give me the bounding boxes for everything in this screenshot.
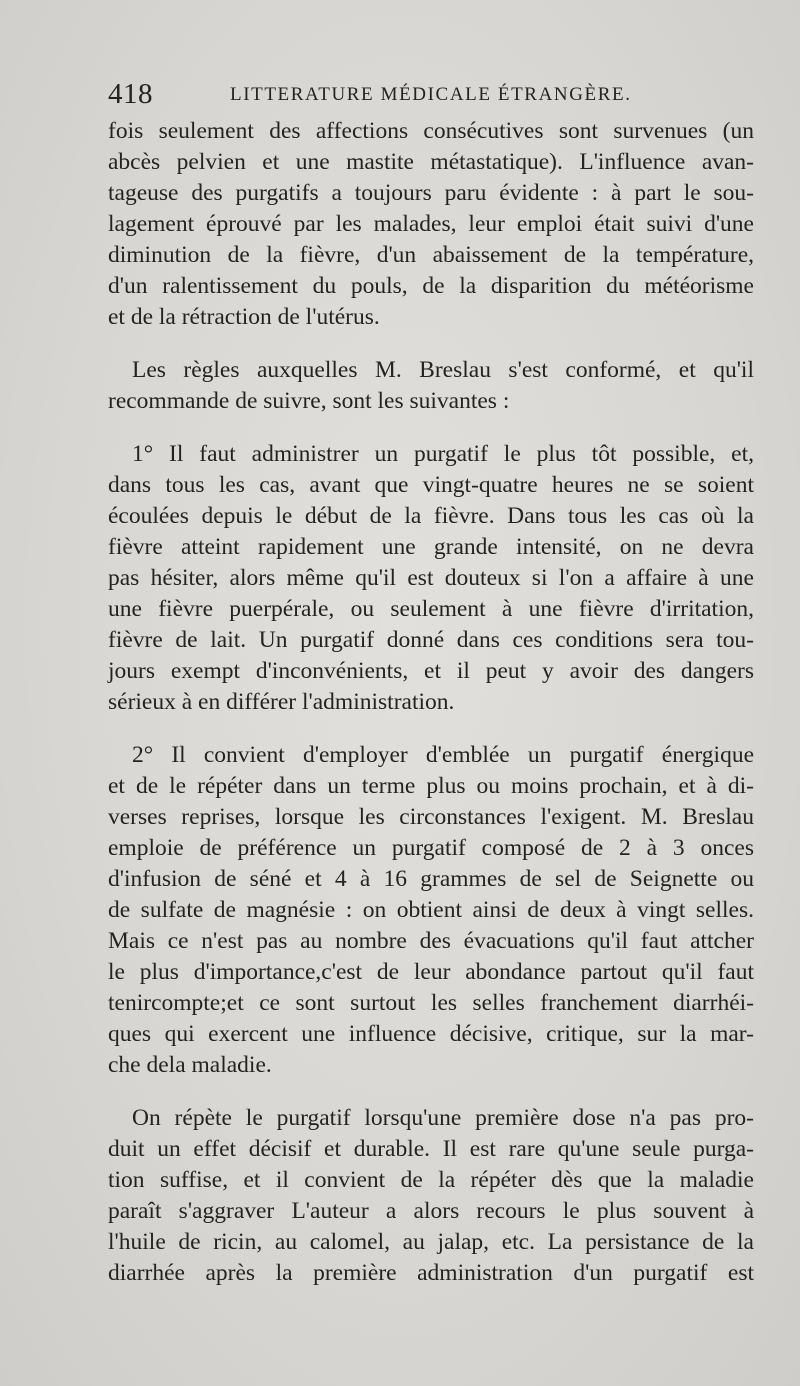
text-line: lagement éprouvé par les malades, leur emploi était suivi d'une bbox=[108, 211, 754, 237]
text-line: et de la rétraction de l'utérus. bbox=[108, 304, 380, 330]
text-line: d'infusion de séné et 4 à 16 grammes de sel de Seignette ou bbox=[108, 866, 754, 892]
paragraph-3 bbox=[108, 439, 754, 718]
text-line: diminution de la fièvre, d'un abaissement de la température, bbox=[108, 242, 754, 268]
text-line: tageuse des purgatifs a toujours paru évidente : à part le sou- bbox=[108, 180, 754, 206]
text-line: ques qui exercent une influence décisive, critique, sur la mar- bbox=[108, 1021, 754, 1047]
text-line: emploie de préférence un purgatif composé de 2 à 3 onces bbox=[108, 835, 754, 861]
running-title: LITTERATURE MÉDICALE ÉTRANGÈRE. bbox=[230, 84, 632, 105]
paragraph-1 bbox=[108, 116, 754, 333]
text-line: verses reprises, lorsque les circonstances l'exigent. M. Breslau bbox=[108, 804, 754, 830]
text-line: fois seulement des affections consécutives sont survenues (un bbox=[108, 118, 754, 144]
text-line: recommande de suivre, sont les suivantes : bbox=[108, 388, 510, 414]
text-line: une fièvre puerpérale, ou seulement à une fièvre d'irritation, bbox=[108, 596, 754, 622]
text-line: 1° Il faut administrer un purgatif le plus tôt possible, et, bbox=[132, 441, 754, 467]
paragraph-4 bbox=[108, 740, 754, 1081]
text-line: paraît s'aggraver L'auteur a alors recours le plus souvent à bbox=[108, 1198, 754, 1224]
text-line: duit un effet décisif et durable. Il est rare qu'une seule purga- bbox=[108, 1136, 754, 1162]
text-line: fièvre atteint rapidement une grande intensité, on ne devra bbox=[108, 534, 754, 560]
text-line: 2° Il convient d'employer d'emblée un purgatif énergique bbox=[132, 742, 754, 768]
text-line: sérieux à en différer l'administration. bbox=[108, 689, 455, 715]
text-line: Les règles auxquelles M. Breslau s'est conformé, et qu'il bbox=[132, 357, 754, 383]
text-line: tenircompte;et ce sont surtout les selles franchement diarrhéi- bbox=[108, 990, 754, 1016]
text-line: diarrhée après la première administration d'un purgatif est bbox=[108, 1260, 754, 1286]
text-line: de sulfate de magnésie : on obtient ainsi de deux à vingt selles. bbox=[108, 897, 754, 923]
page-header bbox=[108, 78, 748, 112]
body-text bbox=[108, 116, 754, 1289]
paragraph-5 bbox=[108, 1103, 754, 1289]
paragraph-2 bbox=[108, 355, 754, 417]
page-number: 418 bbox=[108, 78, 153, 110]
text-line: et de le répéter dans un terme plus ou moins prochain, et à di- bbox=[108, 773, 754, 799]
text-line: d'un ralentissement du pouls, de la disparition du météorisme bbox=[108, 273, 754, 299]
text-line: l'huile de ricin, au calomel, au jalap, etc. La persistance de la bbox=[108, 1229, 754, 1255]
text-line: écoulées depuis le début de la fièvre. Dans tous les cas où la bbox=[108, 503, 754, 529]
text-line: fièvre de lait. Un purgatif donné dans ces conditions sera tou- bbox=[108, 627, 754, 653]
text-line: dans tous les cas, avant que vingt-quatre heures ne se soient bbox=[108, 472, 754, 498]
text-line: On répète le purgatif lorsqu'une première dose n'a pas pro- bbox=[132, 1105, 754, 1131]
text-line: pas hésiter, alors même qu'il est douteux si l'on a affaire à une bbox=[108, 565, 754, 591]
text-line: Mais ce n'est pas au nombre des évacuations qu'il faut attcher bbox=[108, 928, 754, 954]
text-line: le plus d'importance,c'est de leur abondance partout qu'il faut bbox=[108, 959, 754, 985]
text-line: che dela maladie. bbox=[108, 1052, 272, 1078]
text-line: abcès pelvien et une mastite métastatique). L'influence avan- bbox=[108, 149, 754, 175]
text-line: tion suffise, et il convient de la répéter dès que la maladie bbox=[108, 1167, 754, 1193]
text-line: jours exempt d'inconvénients, et il peut y avoir des dangers bbox=[108, 658, 754, 684]
